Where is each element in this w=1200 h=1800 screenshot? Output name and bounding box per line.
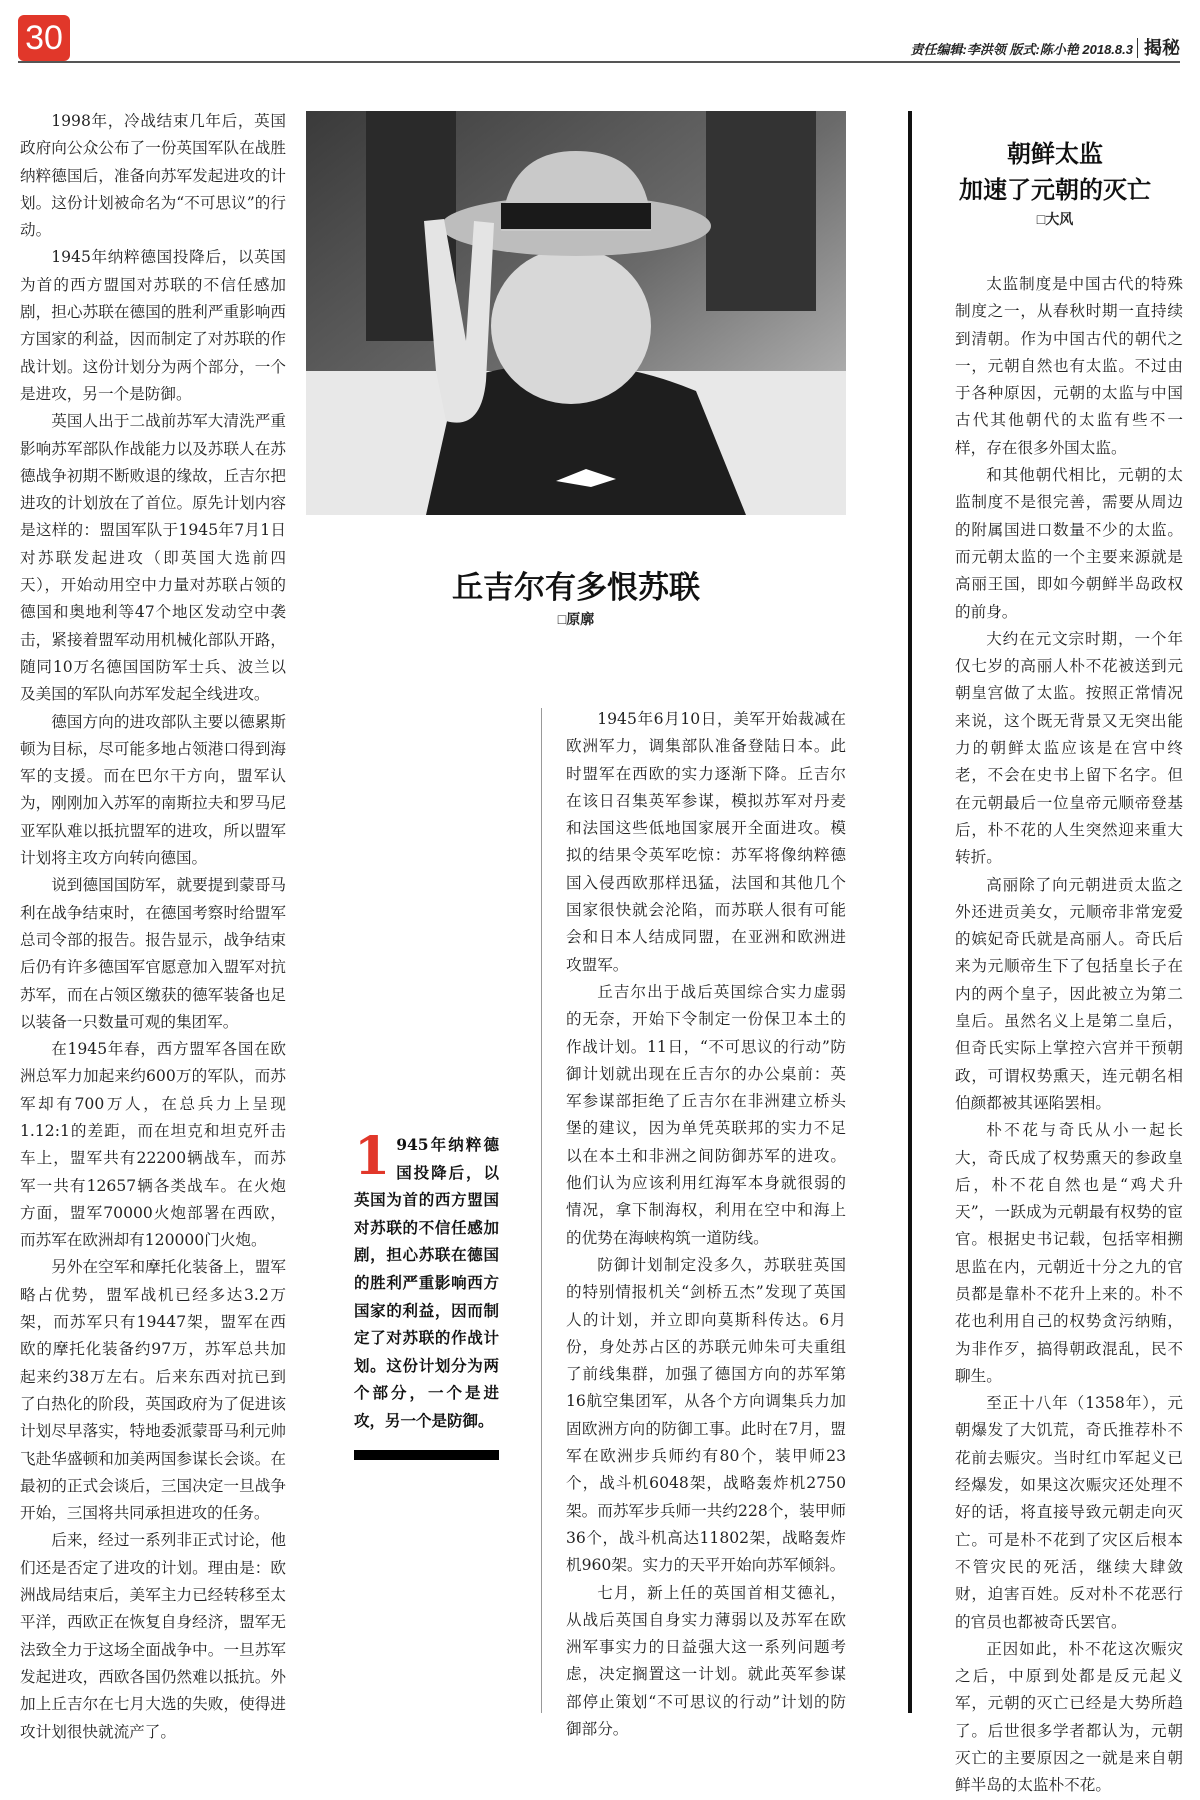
paragraph: 德国方向的进攻部队主要以德累斯顿为目标，尽可能多地占领港口得到海军的支援。而在巴尔干方向，盟军认为，刚刚加入苏军的南斯拉夫和罗马尼亚军队难以抵抗盟军的进攻，所以盟军计划将主攻方向转向德国。 [20, 712, 286, 868]
paragraph: 防御计划制定没多久，苏联驻英国的特别情报机关“剑桥五杰”发现了英国人的计划，并立即向莫斯科传达。6月份，身处苏占区的苏联元帅朱可夫重组了前线集群，加强了德国方向的苏军第16航空集团军，从各个方向调集兵力加固欧洲方向的防御工事。此时在7月，盟军在欧洲步兵师约有80个，装甲师23个，战斗机6048架，战略轰炸机2750架。而苏军步兵师一共约228个，装甲师36个，战斗机高达11802架，战略轰炸机960架。实力的天平开始向苏军倾斜。 [566, 1255, 846, 1575]
paragraph: 丘吉尔出于战后英国综合实力虚弱的无奈，开始下令制定一份保卫本土的作战计划。11日，“不可思议的行动”防御计划就出现在丘吉尔的办公桌前：英军参谋部拒绝了丘吉尔在非洲建立桥头堡的建议，因为单凭英联邦的实力不足以在本土和非洲之间防御苏军的进攻。他们认为应该利用红海军本身就很弱的情况，拿下制海权，利用在空中和海上的优势在海峡构筑一道防线。 [566, 982, 846, 1247]
column-divider [541, 708, 542, 1713]
paragraph: 另外在空军和摩托化装备上，盟军略占优势，盟军战机已经多达3.2万架，而苏军只有19447架，盟军在西欧的摩托化装备约97万，苏军总共加起来约38万左右。后来东西对抗已到了白热化的阶段，英国政府为了促进该计划尽早落实，特地委派蒙哥马利元帅飞赴华盛顿和加美两国参谋长会谈。在最初的正式会谈后，三国决定一旦战争开始，三国将共同承担进攻的任务。 [20, 1258, 286, 1523]
paragraph: 至正十八年（1358年），元朝爆发了大饥荒，奇氏推荐朴不花前去赈灾。当时红巾军起义已经爆发，如果这次赈灾还处理不好的话，将直接导致元朝走向灭亡。可是朴不花到了灾区后根本不管灾民的死活，继续大肆敛财，迫害百姓。反对朴不花恶行的官员也都被奇氏罢官。 [955, 1394, 1183, 1631]
churchill-photo [306, 111, 846, 515]
photo-illustration [306, 111, 846, 515]
main-byline: □原廓 [557, 611, 595, 627]
paragraph: 朴不花与奇氏从小一起长大，奇氏成了权势熏天的参政皇后，朴不花自然也是“鸡犬升天”，一跃成为元朝最有权势的宦官。根据史书记载，包括宰相搠思监在内，元朝近十分之九的官员都是靠朴不花升上来的。朴不花也利用自己的权势贪污纳贿，为非作歹，搞得朝政混乱，民不聊生。 [955, 1121, 1183, 1385]
page-number: 30 [18, 15, 70, 61]
paragraph: 大约在元文宗时期，一个年仅七岁的高丽人朴不花被送到元朝皇宫做了太监。按照正常情况来说，这个既无背景又无突出能力的朝鲜太监应该是在宫中终老，不会在史书上留下名字。但在元朝最后一位皇帝元顺帝登基后，朴不花的人生突然迎来重大转折。 [955, 629, 1183, 867]
paragraph: 说到德国国防军，就要提到蒙哥马利在战争结束时，在德国考察时给盟军总司令部的报告。报告显示，战争结束后仍有许多德国军官愿意加入盟军对抗苏军，而在占领区缴获的德军装备也足以装备一只数量可观的集团军。 [20, 876, 286, 1031]
page-header [911, 34, 1181, 60]
paragraph: 七月，新上任的英国首相艾德礼，从战后英国自身实力薄弱以及苏军在欧洲军事实力的日益强大这一系列问题考虑，决定搁置这一计划。就此英军参谋部停止策划“不可思议的行动”计划的防御部分。 [566, 1583, 846, 1738]
section-name: 揭秘 [1137, 38, 1180, 58]
paragraph: 和其他朝代相比，元朝的太监制度不是很完善，需要从周边的附属国进口数量不少的太监。而元朝太监的一个主要来源就是高丽王国，即如今朝鲜半岛政权的前身。 [955, 466, 1183, 621]
paragraph: 高丽除了向元朝进贡太监之外还进贡美女，元顺帝非常宠爱的嫔妃奇氏就是高丽人。奇氏后来为元顺帝生下了包括皇长子在内的两个皇子，因此被立为第二皇后。虽然名义上是第二皇后，但奇氏实际上掌控六宫并干预朝政，可谓权势熏天，连元朝名相伯颜都被其诬陷罢相。 [955, 875, 1183, 1112]
side-headline-line1: 朝鲜太监 [1007, 139, 1103, 168]
drop-cap: 1 [354, 1126, 391, 1187]
header-rule [18, 61, 1180, 63]
paragraph: 1945年6月10日，美军开始裁减在欧洲军力，调集部队准备登陆日本。此时盟军在西欧的实力逐渐下降。丘吉尔在该日召集英军参谋，模拟苏军对丹麦和法国这些低地国家展开全面进攻。模拟的结果令英军吃惊：苏军将像纳粹德国入侵西欧那样迅猛，法国和其他几个国家很快就会沦陷，而苏联人很有可能会和日本人结成同盟，在亚洲和欧洲进攻盟军。 [566, 710, 846, 974]
paragraph: 1998年，冷战结束几年后，英国政府向公众公布了一份英国军队在战胜纳粹德国后，准备向苏军发起进攻的计划。这份计划被命名为“不可思议”的行动。 [20, 112, 286, 240]
paragraph: 太监制度是中国古代的特殊制度之一，从春秋时期一直持续到清朝。作为中国古代的朝代之一，元朝自然也有太监。不过由于各种原因，元朝的太监与中国古代其他朝代的太监有些不一样，存在很多外国太监。 [955, 275, 1183, 457]
pull-quote [354, 1126, 499, 1435]
paragraph: 在1945年春，西方盟军各国在欧洲总军力加起来约600万的军队，而苏军却有700万人，在总兵力上呈现1.12:1的差距，而在坦克和坦克歼击车上，盟军共有22200辆战车，而苏军一共有12657辆各类战车。在火炮方面，盟军70000火炮部署在西欧，而苏军在欧洲却有120000门火炮。 [20, 1040, 286, 1250]
side-headline-line2: 加速了元朝的灭亡 [959, 175, 1151, 204]
main-headline: 丘吉尔有多恨苏联 [452, 570, 700, 606]
side-article-column [955, 271, 1183, 1800]
side-article-rule [908, 111, 912, 1713]
main-article-left-column [20, 108, 286, 1746]
editor-credits: 责任编辑:李洪领 版式:陈小艳 2018.8.3 [910, 42, 1133, 57]
side-byline: □大风 [1036, 211, 1074, 227]
pull-quote-bar [354, 1450, 499, 1460]
side-headline [920, 136, 1190, 208]
pull-quote-text: 945年纳粹德国投降后，以英国为首的西方盟国对苏联的不信任感加剧，担心苏联在德国的胜利严重影响西方国家的利益，因而制定了对苏联的作战计划。这份计划分为两个部分，一个是进攻，另一个是防御。 [354, 1135, 499, 1430]
paragraph: 英国人出于二战前苏军大清洗严重影响苏军部队作战能力以及苏联人在苏德战争初期不断败退的缘故，丘吉尔把进攻的计划放在了首位。原先计划内容是这样的：盟国军队于1945年7月1日对苏联发起进攻（即英国大选前四天），开始动用空中力量对苏联占领的德国和奥地利等47个地区发动空中袭击，紧接着盟军动用机械化部队开路，随同10万名德国国防军士兵、波兰以及美国的军队向苏军发起全线进攻。 [20, 412, 286, 704]
paragraph: 后来，经过一系列非正式讨论，他们还是否定了进攻的计划。理由是：欧洲战局结束后，美军主力已经转移至太平洋，西欧正在恢复自身经济，盟军无法致全力于这场全面战争中。一旦苏军发起进攻，西欧各国仍然难以抵抗。外加上丘吉尔在七月大选的失败，使得进攻计划很快就流产了。 [20, 1531, 286, 1741]
main-article-middle-column [566, 706, 846, 1743]
paragraph: 正因如此，朴不花这次赈灾之后，中原到处都是反元起义军，元朝的灭亡已经是大势所趋了。后世很多学者都认为，元朝灭亡的主要原因之一就是来自朝鲜半岛的太监朴不花。 [955, 1639, 1183, 1795]
paragraph: 1945年纳粹德国投降后，以英国为首的西方盟国对苏联的不信任感加剧，担心苏联在德国的胜利严重影响西方国家的利益，因而制定了对苏联的作战计划。这份计划分为两个部分，一个是进攻，另一个是防御。 [20, 248, 286, 403]
